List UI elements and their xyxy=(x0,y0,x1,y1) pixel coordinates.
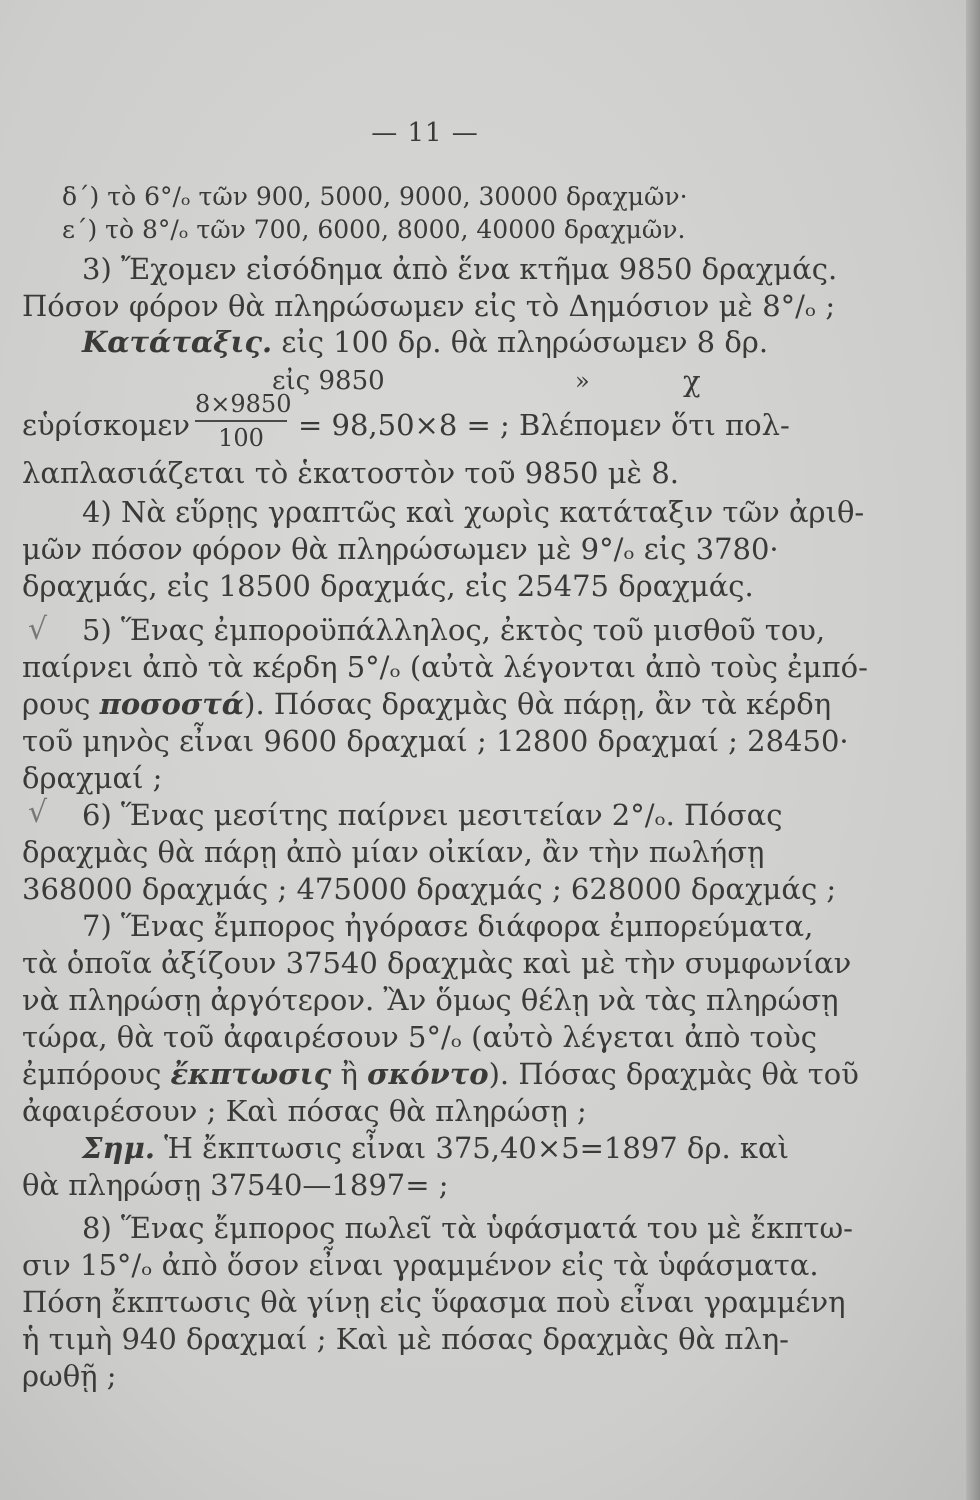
note-line xyxy=(82,1131,789,1165)
problem-7-line-5 xyxy=(22,1057,859,1091)
problem-6-line-2: δραχμὰς θὰ πάρῃ ἀπὸ μίαν οἰκίαν, ἂν τὴν πωλήσῃ xyxy=(22,835,765,869)
problem-5-line-3-a: ρους xyxy=(22,687,91,721)
note-label: Σημ. xyxy=(82,1131,155,1165)
problem-6-line-1: 6) Ἕνας μεσίτης παίρνει μεσιτείαν 2°/ₒ. Πόσας xyxy=(82,798,783,832)
fraction xyxy=(195,390,292,452)
problem-7-line-2: τὰ ὁποῖα ἀξίζουν 37540 δραχμὰς καὶ μὲ τὴν συμφωνίαν xyxy=(22,946,852,980)
problem-7-line-5-or: ἢ xyxy=(340,1057,358,1091)
fraction-denominator: 100 xyxy=(218,424,264,452)
problem-7-line-7: θὰ πληρώσῃ 37540—1897= ; xyxy=(22,1168,449,1202)
problem-8-line-3: Πόση ἔκπτωσις θὰ γίνῃ εἰς ὕφασμα ποὺ εἶναι γραμμένη xyxy=(22,1285,846,1319)
problem-7-line-1: 7) Ἕνας ἔμπορος ἠγόρασε διάφορα ἐμπορεύματα, xyxy=(82,909,814,943)
classification-second-row: εἰς 9850 xyxy=(272,366,385,396)
term-discount: ἔκπτωσις xyxy=(170,1057,332,1091)
problem-8-line-1: 8) Ἕνας ἔμπορος πωλεῖ τὰ ὑφάσματά του μὲ ἔκπτω- xyxy=(82,1211,853,1245)
problem-8-line-4: ἡ τιμὴ 940 δραχμαί ; Καὶ μὲ πόσας δραχμὰς θὰ πλη- xyxy=(22,1322,789,1356)
pencil-check-mark: √ xyxy=(28,612,48,647)
classification-text: εἰς 100 δρ. θὰ πληρώσωμεν 8 δρ. xyxy=(281,325,769,359)
unknown-x: χ xyxy=(683,364,701,398)
problem-8-line-5: ρωθῇ ; xyxy=(22,1359,117,1393)
classification-label: Κατάταξις. xyxy=(82,325,273,359)
pencil-check-mark-2: √ xyxy=(28,795,48,830)
term-sconto: σκόντο xyxy=(367,1057,489,1091)
problem-4-line-3: δραχμάς, εἰς 18500 δραχμάς, εἰς 25475 δραχμάς. xyxy=(22,569,754,603)
problem-6-line-3: 368000 δραχμάς ; 475000 δραχμάς ; 628000 δραχμάς ; xyxy=(22,872,837,906)
problem-4-line-1: 4) Νὰ εὕρῃς γραπτῶς καὶ χωρὶς κατάταξιν τῶν ἀριθ- xyxy=(82,495,865,529)
problem-7-line-3: νὰ πληρώσῃ ἀργότερον. Ἂν ὅμως θέλῃ νὰ τὰς πληρώσῃ xyxy=(22,983,839,1017)
problem-5-line-5: δραχμαί ; xyxy=(22,761,163,795)
problem-7-line-6: ἀφαιρέσουν ; Καὶ πόσας θὰ πληρώσῃ ; xyxy=(22,1094,587,1128)
exercise-line-d: δ΄) τὸ 6°/ₒ τῶν 900, 5000, 9000, 30000 δραχμῶν· xyxy=(62,182,688,211)
classification-line xyxy=(82,325,768,359)
fraction-numerator: 8×9850 xyxy=(195,390,287,422)
problem-5-line-1: 5) Ἕνας ἐμποροϋπάλληλος, ἐκτὸς τοῦ μισθοῦ του, xyxy=(82,613,826,647)
problem-7-line-4: τώρα, θὰ τοῦ ἀφαιρέσουν 5°/ₒ (αὐτὸ λέγεται ἀπὸ τοὺς xyxy=(22,1020,818,1054)
problem-7-line-5-b: ). Πόσας δραχμὰς θὰ τοῦ xyxy=(488,1057,859,1091)
problem-5-line-3-b: ). Πόσας δραχμὰς θὰ πάρῃ, ἂν τὰ κέρδη xyxy=(244,687,832,721)
problem-5-line-4: τοῦ μηνὸς εἶναι 9600 δραχμαί ; 12800 δραχμαί ; 28450· xyxy=(22,724,849,758)
problem-5-line-3 xyxy=(22,687,831,721)
equation-text: = 98,50×8 = ; Βλέπομεν ὅτι πολ- xyxy=(298,408,790,442)
found-label: εὑρίσκομεν xyxy=(22,408,190,442)
page-edge-shadow xyxy=(966,0,980,1500)
problem-3-line-3: λαπλασιάζεται τὸ ἑκατοστὸν τοῦ 9850 μὲ 8. xyxy=(22,456,680,490)
page-number: — 11 — xyxy=(371,118,479,148)
problem-3-line-2: Πόσον φόρον θὰ πληρώσωμεν εἰς τὸ Δημόσιον μὲ 8°/ₒ ; xyxy=(22,289,836,323)
note-text: Ἡ ἔκπτωσις εἶναι 375,40×5=1897 δρ. καὶ xyxy=(164,1131,789,1165)
problem-7-line-5-a: ἐμπόρους xyxy=(22,1057,162,1091)
ditto-mark: » xyxy=(575,367,590,395)
problem-8-line-2: σιν 15°/ₒ ἀπὸ ὅσον εἶναι γραμμένον εἰς τὰ ὑφάσματα. xyxy=(22,1248,819,1282)
term-percentage: ποσοστά xyxy=(99,687,245,721)
problem-3-line-1: 3) Ἔχομεν εἰσόδημα ἀπὸ ἕνα κτῆμα 9850 δραχμάς. xyxy=(82,252,838,286)
problem-4-line-2: μῶν πόσον φόρον θὰ πληρώσωμεν μὲ 9°/ₒ εἰς 3780· xyxy=(22,532,779,566)
problem-5-line-2: παίρνει ἀπὸ τὰ κέρδη 5°/ₒ (αὐτὰ λέγονται ἀπὸ τοὺς ἐμπό- xyxy=(22,650,868,684)
exercise-line-e: ε΄) τὸ 8°/ₒ τῶν 700, 6000, 8000, 40000 δραχμῶν. xyxy=(62,215,686,244)
